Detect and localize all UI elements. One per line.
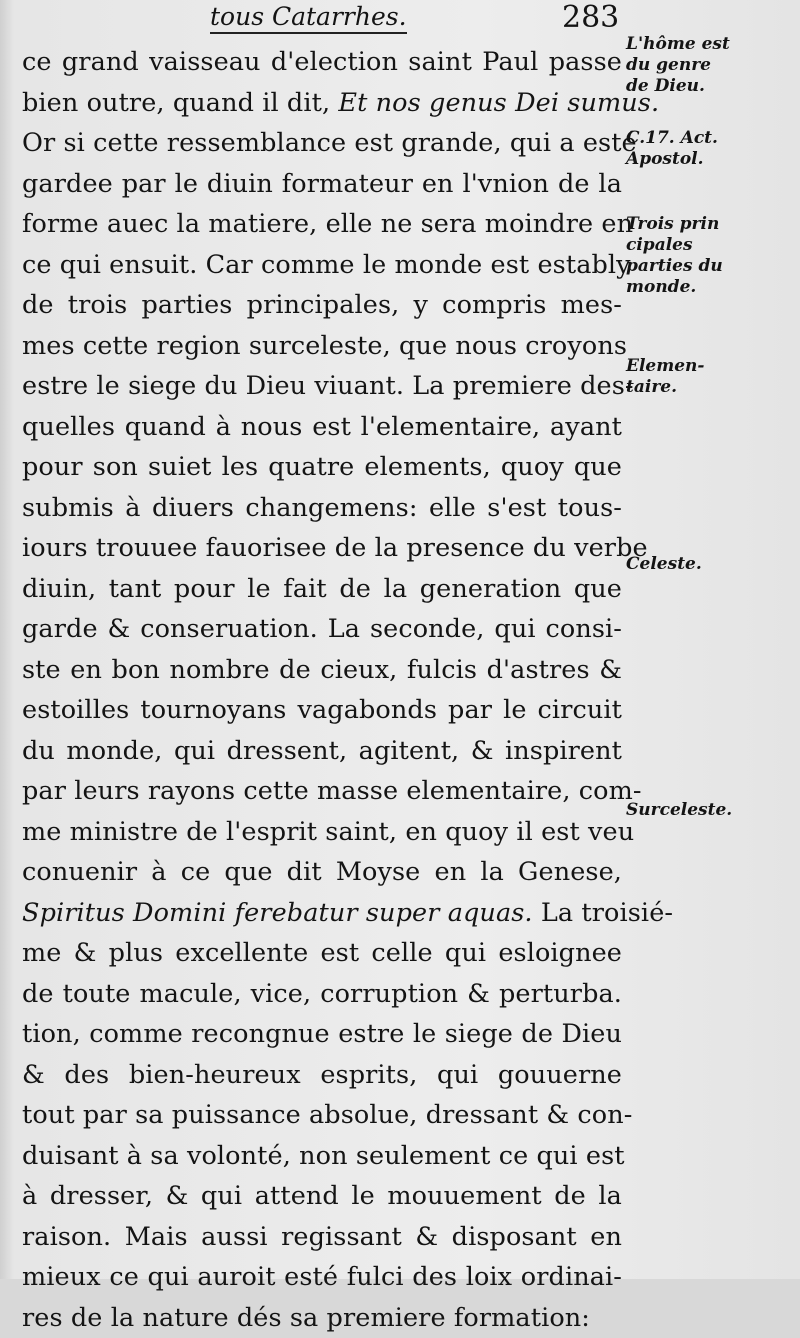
text-line: par leurs rayons cette masse elementaire, com-	[22, 771, 622, 812]
marginal-note: Surceleste.	[626, 800, 732, 821]
running-head: tous Catarrhes.	[210, 2, 407, 34]
text-line: tout par sa puissance absolue, dressant & con-	[22, 1095, 622, 1136]
text-line: pour son suiet les quatre elements, quoy que	[22, 447, 622, 488]
text-line: Or si cette ressemblance est grande, qui a esté	[22, 123, 622, 164]
text-line: duisant à sa volonté, non seulement ce qui est	[22, 1136, 622, 1177]
marginal-note: L'hôme est du genre de Dieu.	[626, 34, 730, 97]
latin-quote: Spiritus Domini ferebatur super aquas.	[22, 898, 533, 928]
text-line: estre le siege du Dieu viuant. La premiere des-	[22, 366, 622, 407]
text-line: me ministre de l'esprit saint, en quoy il est veu	[22, 812, 622, 853]
text-line: ce grand vaisseau d'election saint Paul passe	[22, 42, 622, 83]
text-line: mes cette region surceleste, que nous croyons	[22, 326, 622, 367]
main-text-block	[22, 42, 622, 1338]
text-line: & des bien-heureux esprits, qui gouuerne	[22, 1055, 622, 1096]
marginal-note: Celeste.	[626, 554, 702, 575]
text-line: bien outre, quand il dit, Et nos genus Dei sumus.	[22, 83, 622, 124]
text-line: de toute macule, vice, corruption & perturba.	[22, 974, 622, 1015]
text-line: diuin, tant pour le fait de la generation que	[22, 569, 622, 610]
page-header	[200, 0, 630, 40]
text-line: tion, comme recongnue estre le siege de Dieu	[22, 1014, 622, 1055]
text-line: submis à diuers changemens: elle s'est tous-	[22, 488, 622, 529]
marginal-note: C.17. Act. Apostol.	[626, 128, 718, 170]
text-line: à dresser, & qui attend le mouuement de la	[22, 1176, 622, 1217]
text-line: mieux ce qui auroit esté fulci des loix ordinai-	[22, 1257, 622, 1298]
text-line: forme auec la matiere, elle ne sera moindre en	[22, 204, 622, 245]
marginal-note: Trois prin cipales parties du monde.	[626, 214, 723, 298]
text-line: estoilles tournoyans vagabonds par le circuit	[22, 690, 622, 731]
text-line: conuenir à ce que dit Moyse en la Genese,	[22, 852, 622, 893]
text-line: de trois parties principales, y compris mes-	[22, 285, 622, 326]
text-line: quelles quand à nous est l'elementaire, ayant	[22, 407, 622, 448]
text-line: ste en bon nombre de cieux, fulcis d'astres &	[22, 650, 622, 691]
text-line: gardee par le diuin formateur en l'vnion de la	[22, 164, 622, 205]
latin-quote: Et nos genus Dei sumus.	[338, 88, 659, 118]
text-line: du monde, qui dressent, agitent, & inspirent	[22, 731, 622, 772]
text-line: raison. Mais aussi regissant & disposant en	[22, 1217, 622, 1258]
page-number: 283	[562, 0, 619, 35]
text-line: ce qui ensuit. Car comme le monde est estably	[22, 245, 622, 286]
text-line: res de la nature dés sa premiere formation:	[22, 1298, 622, 1338]
text-line: garde & conseruation. La seconde, qui consi-	[22, 609, 622, 650]
text-line: iours trouuee fauorisee de la presence du verbe	[22, 528, 622, 569]
text-line: Spiritus Domini ferebatur super aquas. La troisié-	[22, 893, 622, 934]
marginal-note: Elemen- taire.	[626, 356, 704, 398]
text-line: me & plus excellente est celle qui esloignee	[22, 933, 622, 974]
